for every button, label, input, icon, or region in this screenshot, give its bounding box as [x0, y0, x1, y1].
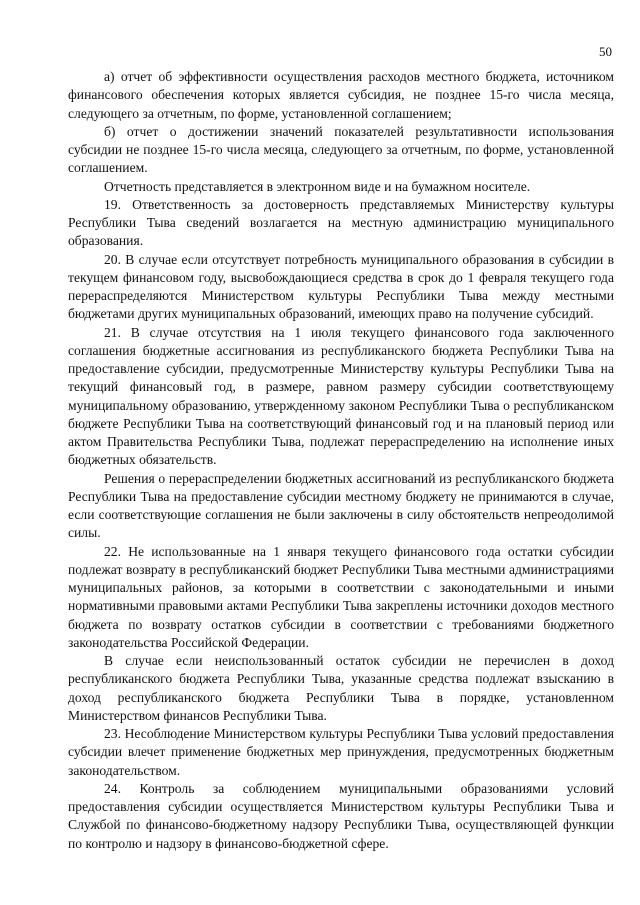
paragraph-redistribution-decisions: Решения о перераспределении бюджетных ассигнований из республиканского бюджета Республики Тыва на предоставление субсидии местному бюджету не принимаются в случае, если соответствующие соглашения не были заключены в силу обстоятельств непреодолимой силы.	[68, 470, 614, 541]
document-body	[68, 68, 614, 853]
paragraph-report-format: Отчетность представляется в электронном виде и на бумажном носителе.	[104, 178, 531, 194]
paragraph-unspent-balance: В случае если неиспользованный остаток субсидии не перечислен в доход республиканского бюджета Республики Тыва, указанные средства подлежат взысканию в доход республиканского бюджета Республики Тыва в порядке, установленном Министерством финансов Республики Тыва.	[68, 653, 614, 723]
paragraph-item-19: 19. Ответственность за достоверность представляемых Министерству культуры Республики Тыва сведений возлагается на местную администрацию муниципального образования.	[68, 196, 614, 249]
paragraph-item-22: 22. Не использованные на 1 января текущего финансового года остатки субсидии подлежат возврату в республиканский бюджет Республики Тыва местными администрациями муниципальных районов, за которыми в соответствии с законодательными и иными нормативными правовыми актами Республики Тыва закреплены источники доходов местного бюджета по возврату остатков субсидии в соответствии с требованиями бюджетного законодательства Российской Федерации.	[68, 543, 614, 650]
paragraph-item-21: 21. В случае отсутствия на 1 июля текущего финансового года заключенного соглашения бюджетные ассигнования из республиканского бюджета Республики Тыва на предоставление субсидии, предусмотренные Министерству культуры Республики Тыва на текущий финансовый год, в размере, равном размеру субсидии соответствующему муниципальному образованию, утвержденному законом Республики Тыва о республиканском бюджете Республики Тыва на соответствующий финансовый год и на плановый период или актом Правительства Республики Тыва, подлежат перераспределению на исполнение иных бюджетных обязательств.	[68, 324, 614, 468]
paragraph-item-23: 23. Несоблюдение Министерством культуры Республики Тыва условий предоставления субсидии влечет применение бюджетных мер принуждения, предусмотренных бюджетным законодательством.	[68, 726, 614, 778]
paragraph-report-indicators: б) отчет о достижении значений показателей результативности использования субсидии не позднее 15-го числа месяца, следующего за отчетным, по форме, установленной соглашением.	[68, 123, 614, 176]
paragraph-item-20: 20. В случае если отсутствует потребность муниципального образования в субсидии в текущем финансовом году, высвобождающиеся средства в срок до 1 февраля текущего года перераспределяются Министерством культуры Республики Тыва между местными бюджетами других муниципальных образований, имеющих право на получение субсидий.	[68, 251, 614, 322]
page-number: 50	[599, 44, 612, 59]
paragraph-report-efficiency: а) отчет об эффективности осуществления расходов местного бюджета, источником финансового обеспечения которых является субсидия, не позднее 15-го числа месяца, следующего за отчетным, по форме, установленной соглашением;	[68, 69, 614, 121]
paragraph-item-24: 24. Контроль за соблюдением муниципальными образованиями условий предоставления субсидии осуществляется Министерством культуры Республики Тыва и Службой по финансово-бюджетному надзору Республики Тыва, осуществляющей функции по контролю и надзору в финансово-бюджетной сфере.	[68, 780, 614, 851]
